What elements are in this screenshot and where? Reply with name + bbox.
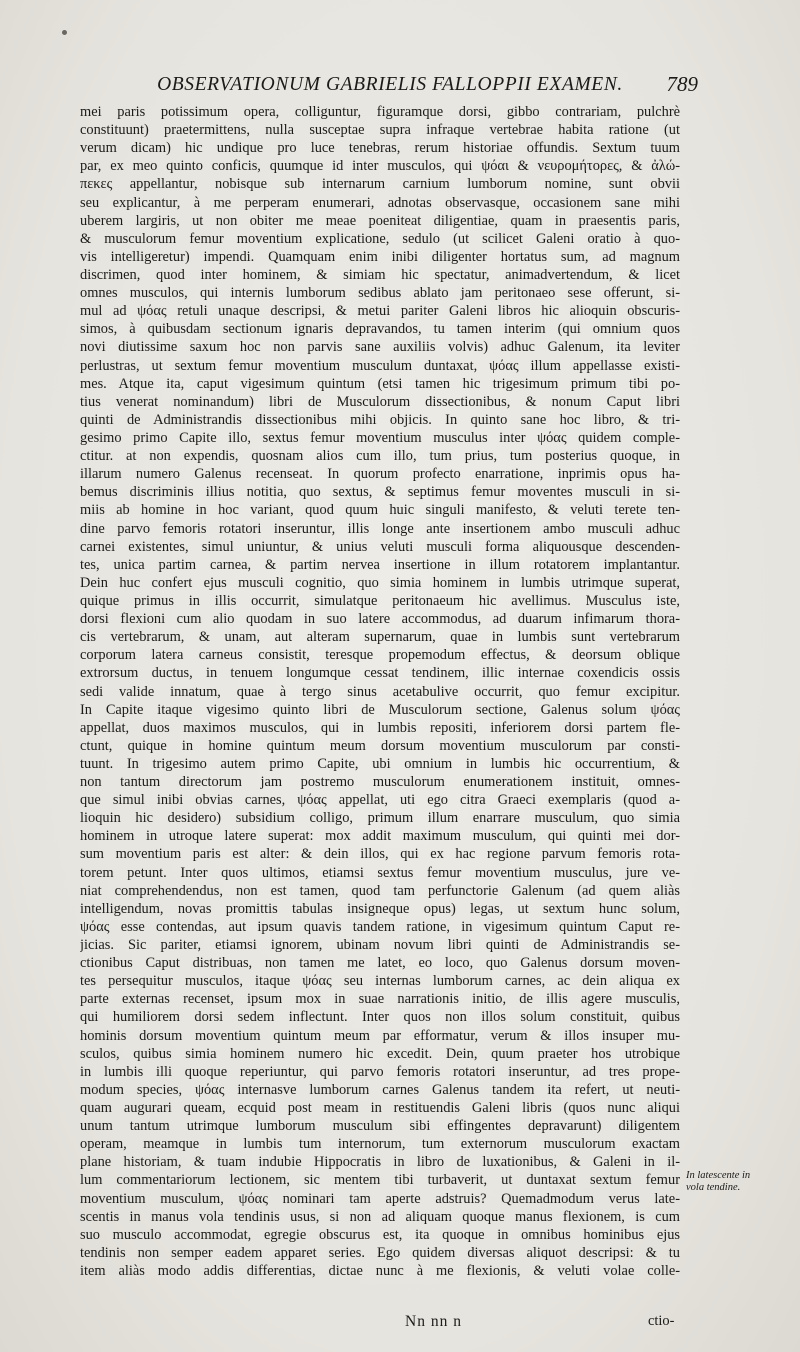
text-line: non tantum directorum jam postremo musculorum enumerationem instituit, omnes- — [80, 774, 680, 791]
text-line: cis vertebrarum, & unam, aut alteram supernarum, quae in lumbis sunt vertebrarum — [80, 629, 680, 646]
text-line: constituunt) praetermittens, nulla susceptae supra infraque vertebrae habita ratione (ut — [80, 122, 680, 139]
text-line: plane historiam, & tuam indubie Hippocratis in libro de luxationibus, & Galeni in il- — [80, 1154, 680, 1171]
signature-mark: Nn nn n — [405, 1313, 462, 1330]
text-line: discrimen, quod inter hominem, & simiam hic spectatur, animadvertendum, & licet — [80, 266, 680, 283]
text-line: carnei existentes, simul uniuntur, & unius veluti musculi forma aliquousque descenden- — [80, 538, 680, 555]
text-line: intelligendum, novas promittis tabulas insigneque opus) legas, ut sextum hunc solum, — [80, 900, 680, 917]
text-line: niat comprehendendus, non est tamen, quod tam perfunctorie Galenum (ad quem aliàs — [80, 882, 680, 899]
page-number: 789 — [666, 72, 698, 96]
text-line: & musculorum femur moventium explicatione, sedulo (ut scilicet Galeni oratio à quo- — [80, 230, 680, 247]
text-line: moventium musculum, ψόας nominari tam aperte adstruis? Quemadmodum verus late- — [80, 1190, 680, 1207]
text-line: modum species, ψόας internasve lumborum carnes Galenus tandem ita refert, ut neuti- — [80, 1081, 680, 1098]
text-line: jicias. Sic pariter, etiamsi ignorem, ubinam novum libri quinti de Administrandis se- — [80, 937, 680, 954]
text-line: appellat, duos maximos musculos, qui in lumbis repositi, inferiorem dorsi partem fle- — [80, 719, 680, 736]
text-line: illarum numero Galenus recenseat. In quorum profecto enarratione, inprimis opus ha- — [80, 466, 680, 483]
text-line: tendinis non semper eadem apparet series. Ego quidem diversas aliquot descripsi: & tu — [80, 1244, 680, 1261]
text-line: scentis in manus vola tendinis usus, si non ad aliquam quoque manus flexionem, is cum — [80, 1208, 680, 1225]
text-line: novi diutissime saxum hoc non parvis sane auxiliis volvis) adhuc Galenum, ita leviter — [80, 339, 680, 356]
ink-speck — [62, 30, 67, 35]
text-line: in lumbis illi quoque reperiuntur, qui parvo femoris rotatori inseruntur, ad tres prope- — [80, 1063, 680, 1080]
catchword: ctio- — [648, 1313, 675, 1329]
text-line: ctionibus Caput distribuas, non tamen me latet, eo loco, quo Galenus dorsum moven- — [80, 955, 680, 972]
text-line: mei paris potissimum opera, colliguntur, figuramque dorsi, gibbo contrariam, pulchrè — [80, 104, 680, 120]
text-line: quam augurari queam, ecquid post meam in restituendis Galeni libris (quos nunc aliqui — [80, 1100, 680, 1117]
text-line: item aliàs modo addis differentias, dictae nunc à me flexionis, & veluti volae colle- — [80, 1263, 680, 1279]
body-text — [80, 103, 680, 1280]
text-line: bemus discriminis illius notitia, quo sextus, & septimus femur moventes musculi in si- — [80, 484, 680, 501]
text-line: que simul inibi obvias carnes, ψόας appellat, uti ego citra Graeci exemplaris (quod a- — [80, 792, 680, 809]
margin-note: In latescente in vola tendine. — [686, 1170, 751, 1193]
text-line: corporum latera carneus consistit, teresque propemodum effectus, & deorsum oblique — [80, 647, 680, 664]
text-line: hominem in utroque latere superat: mox addit maximum musculum, qui quinti mei dor- — [80, 828, 680, 845]
text-line: miis ab homine in hoc variant, quod quum huic singuli manifesto, & veluti terete ten- — [80, 502, 680, 519]
text-line: ψόας esse contendas, aut ipsum quavis tandem ratione, in vigesimum quintum Caput re- — [80, 918, 680, 935]
text-line: quique primus in illis occurrit, simulatque peritonaeum hic avellimus. Musculus iste, — [80, 592, 680, 609]
text-line: suo musculo accommodat, egregie obscurus est, ita quoque in omnibus hominibus ejus — [80, 1226, 680, 1243]
text-line: simos, à quibusdam sectionum ignaris depravandos, tu tamen interim (qui omnium quos — [80, 321, 680, 338]
text-line: dine parvo femoris rotatori inseruntur, illis longe ante insertionem ambo musculi adhuc — [80, 520, 680, 537]
text-line: omnes musculos, qui internis lumborum sedibus ablato jam peritonaeo sese offerunt, si- — [80, 285, 680, 302]
text-line: uberem largiris, ut non obiter me meae poeniteat diligentiae, quam in praesentis paris, — [80, 212, 680, 229]
text-line: tius venerat nominandum) libri de Musculorum dissectionibus, & nonum Caput libri — [80, 393, 680, 410]
text-line: πεκες appellantur, nobisque sub internarum carnium lumborum nomine, sunt obvii — [80, 176, 680, 193]
running-title: OBSERVATIONUM GABRIELIS FALLOPPII EXAMEN. — [157, 74, 623, 95]
text-line: Dein huc confert ejus musculi cognitio, quo simia hominem in lumbis utrimque superat, — [80, 574, 680, 591]
text-line: In Capite itaque vigesimo quinto libri de Musculorum sectione, Galenus solum ψόας — [80, 701, 680, 718]
text-line: ctitur. at non expendis, quosnam alios cum illo, tum prius, tum posterius quoque, in — [80, 448, 680, 465]
text-line: unum tantum utrimque lumborum musculum sibi effingentes depravarunt) diligentem — [80, 1118, 680, 1135]
text-line: sculos, quibus simia hominem numero hic excedit. Dein, quum praeter hos utrobique — [80, 1045, 680, 1062]
text-line: seu explicantur, à me perperam enumerari, adnotas observasque, occasionem sane mihi — [80, 194, 680, 211]
text-line: parte externas recenset, ipsum mox in suae narrationis initio, de illis agere musculis, — [80, 991, 680, 1008]
text-line: lioquin hic desidero) subsidium colligo, primum illum enarrare musculum, quo simia — [80, 810, 680, 827]
text-line: lum commentariorum lectionem, sic mentem tibi turbaverit, ut duntaxat sextum femur — [80, 1172, 680, 1189]
text-line: tuunt. In trigesimo autem primo Capite, ubi omnium in lumbis hic occurrentium, & — [80, 755, 680, 772]
text-line: tes persequitur musculos, itaque ψόας seu internas lumborum carnes, ac dein aliqua ex — [80, 973, 680, 990]
text-line: vis intelligeretur) impendi. Quamquam enim inibi diligenter hortatus sum, ad magnum — [80, 248, 680, 265]
text-line: torem petunt. Inter quos ultimos, etiamsi sextus femur moventium musculus, jure ve- — [80, 864, 680, 881]
running-header — [80, 74, 700, 100]
text-line: hominis dorsum moventium quintum meum par efformatur, verum & illos insuper mu- — [80, 1027, 680, 1044]
text-line: dorsi flexioni cum alio quodam in suo latere accommodus, ad duarum infimarum thora- — [80, 611, 680, 628]
text-line: qui humiliorem dorsi sedem inflectunt. Inter quos non illos solum constituit, quibus — [80, 1009, 680, 1026]
text-line: verum dicam) hic undique pro luce tenebras, rerum historiae offundis. Sextum tuum — [80, 140, 680, 157]
text-line: ctunt, quique in homine quintum meum dorsum moventium musculorum par consti- — [80, 737, 680, 754]
text-line: tes, unica partim carnea, & partim nervea insertione in illum rotatorem implantantur. — [80, 556, 680, 573]
text-line: gesimo primo Capite illo, sextus femur moventium musculus inter ψόας quidem comple- — [80, 429, 680, 446]
text-line: quinti de Administrandis dissectionibus mihi objicis. In quinto sane hoc libro, & tri- — [80, 411, 680, 428]
text-line: par, ex meo quinto conficis, quumque id inter musculos, qui ψόαι & νευρομήτορες, & ἀλώ- — [80, 158, 680, 175]
text-line: mes. Atque ita, caput vigesimum quintum (etsi tamen hic trigesimum primum tibi po- — [80, 375, 680, 392]
text-line: sum moventium paris est alter: & dein illos, qui ex hac regione parvum femoris rota- — [80, 846, 680, 863]
text-line: operam, meamque in lumbis tum internorum, tum externorum musculorum exactam — [80, 1136, 680, 1153]
text-line: mul ad ψόας retuli unaque descripsi, & metui pariter Galeni libros hic alioquin obscuris- — [80, 303, 680, 320]
text-line: extrorsum ductus, in tenuem longumque cessat tendinem, illic internae coxendicis ossis — [80, 665, 680, 682]
text-line: perlustras, ut sextum femur moventium musculum duntaxat, ψόας illum appellasse existi- — [80, 357, 680, 374]
text-line: sedi valide innatum, quae à tergo sinus acetabulive occurrit, quo femur excipitur. — [80, 683, 680, 700]
